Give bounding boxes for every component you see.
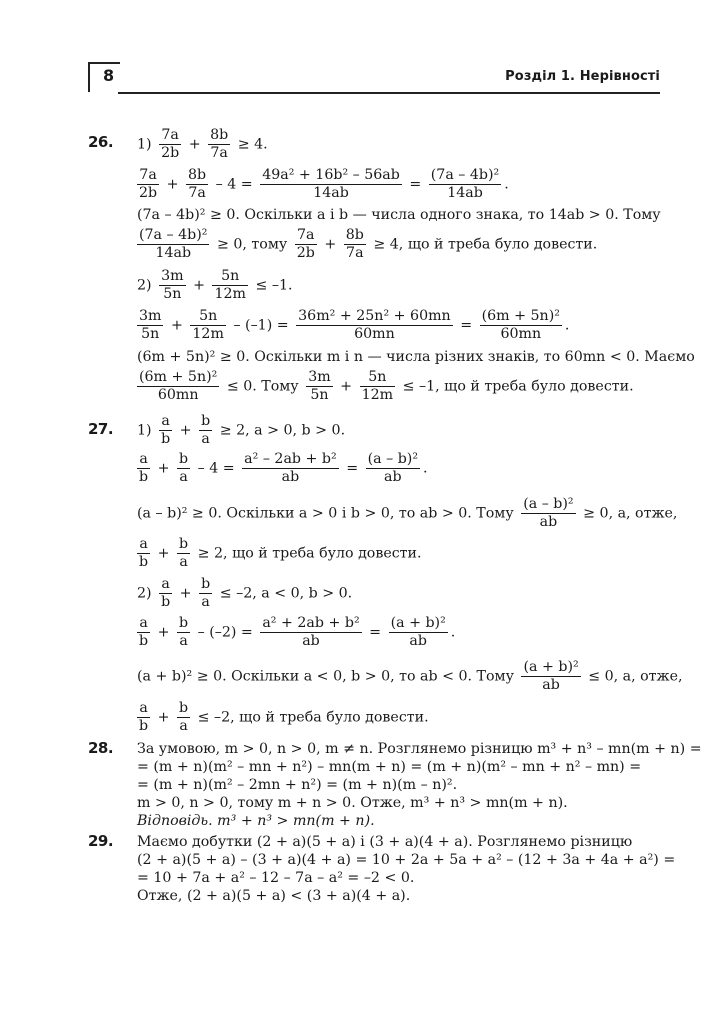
chapter-title: Розділ 1. Нерівності bbox=[505, 69, 660, 84]
p27-line-5: 2) $\frac{a}{b}$ + $\frac{b}{a}$ ≤ –2, a < 0, b > 0. bbox=[137, 576, 353, 610]
p29-line-1: Маємо добутки (2 + a)(5 + a) і (3 + a)(4 + a). Розглянемо різницю bbox=[137, 834, 633, 850]
p27-line-7: (a + b)² ≥ 0. Оскільки a < 0, b > 0, то ab < 0. Тому $\frac{\text{(a + b)²}}{ab}$ ≤ 0, а, отже, bbox=[137, 659, 683, 693]
problem-number-28: 28. bbox=[88, 739, 114, 757]
p26-line-7: (6m + 5n)² ≥ 0. Оскільки m і n — числа різних знаків, то 60mn < 0. Маємо bbox=[137, 349, 695, 365]
problem-number-26: 26. bbox=[88, 133, 114, 151]
p26-line-8: $\frac{\text{(6m + 5n)²}}{60mn}$ ≤ 0. Тому $\frac{3m}{5n}$ + $\frac{5n}{12m}$ ≤ –1, що й треба було довести. bbox=[139, 369, 634, 403]
p27-line-2: $\frac{a}{b}$ + $\frac{b}{a}$ – 4 = $\frac{\text{a² – 2ab + b²}}{ab}$ = $\frac{\text{(a – b)²}}{ab}$ . bbox=[139, 451, 428, 485]
p27-line-1: 1) $\frac{a}{b}$ + $\frac{b}{a}$ ≥ 2, a > 0, b > 0. bbox=[137, 413, 346, 447]
p26-line-4: $\frac{\text{(7a – 4b)²}}{14ab}$ ≥ 0, тому $\frac{7a}{2b}$ + $\frac{8b}{7a}$ ≥ 4, що й треба було довести. bbox=[139, 227, 598, 261]
fraction: $\frac{7a}{2b}$ bbox=[161, 127, 180, 161]
p29-line-2: (2 + a)(5 + a) – (3 + a)(4 + a) = 10 + 2a + 5a + a² – (12 + 3a + 4a + a²) = bbox=[137, 852, 676, 868]
p27-line-8: $\frac{a}{b}$ + $\frac{b}{a}$ ≤ –2, що й треба було довести. bbox=[139, 700, 429, 734]
p28-line-4: m > 0, n > 0, тому m + n > 0. Отже, m³ + n³ > mn(m + n). bbox=[137, 795, 568, 811]
p29-line-4: Отже, (2 + a)(5 + a) < (3 + a)(4 + a). bbox=[137, 888, 411, 904]
p28-line-2: = (m + n)(m² – mn + n²) – mn(m + n) = (m + n)(m² – mn + n² – mn) = bbox=[137, 759, 642, 775]
p28-line-1: За умовою, m > 0, n > 0, m ≠ n. Розглянемо різницю m³ + n³ – mn(m + n) = bbox=[137, 741, 702, 757]
p28-answer: Відповідь. m³ + n³ > mn(m + n). bbox=[137, 813, 375, 829]
p27-line-3: (a – b)² ≥ 0. Оскільки a > 0 і b > 0, то ab > 0. Тому $\frac{\text{(a – b)²}}{ab}$ ≥ 0, а, отже, bbox=[137, 496, 678, 530]
p27-line-4: $\frac{a}{b}$ + $\frac{b}{a}$ ≥ 2, що й треба було довести. bbox=[139, 536, 422, 570]
p28-line-3: = (m + n)(m² – 2mn + n²) = (m + n)(m – n)². bbox=[137, 777, 458, 793]
p26-line-3: (7a – 4b)² ≥ 0. Оскільки a і b — числа одного знака, то 14ab > 0. Тому bbox=[137, 207, 661, 223]
p26-line-5: 2) $\frac{3m}{5n}$ + $\frac{5n}{12m}$ ≤ –1. bbox=[137, 268, 293, 302]
p26-line-2: $\frac{7a}{2b}$ + $\frac{8b}{7a}$ – 4 = $\frac{\text{49a² + 16b² – 56ab}}{14ab}$ = $\frac{\text{(7a – 4b)²}}{14ab}$ . bbox=[139, 167, 509, 201]
problem-number-27: 27. bbox=[88, 420, 114, 438]
header-rule bbox=[118, 92, 660, 94]
fraction: $\frac{8b}{7a}$ bbox=[210, 127, 229, 161]
p29-line-3: = 10 + 7a + a² – 12 – 7a – a² = –2 < 0. bbox=[137, 870, 415, 886]
problem-number-29: 29. bbox=[88, 832, 114, 850]
p26-line-1: 1) $\frac{7a}{2b}$ + $\frac{8b}{7a}$ ≥ 4. bbox=[137, 127, 268, 161]
p27-line-6: $\frac{a}{b}$ + $\frac{b}{a}$ – (–2) = $\frac{\text{a² + 2ab + b²}}{ab}$ = $\frac{\text{(a + b)²}}{ab}$ . bbox=[139, 615, 456, 649]
page-number: 8 bbox=[103, 66, 115, 85]
p26-line-6: $\frac{3m}{5n}$ + $\frac{5n}{12m}$ – (–1) = $\frac{\text{36m² + 25n² + 60mn}}{60mn}$ = $\frac{\text{(6m + 5n)²}}{60mn}$ . bbox=[139, 308, 570, 342]
